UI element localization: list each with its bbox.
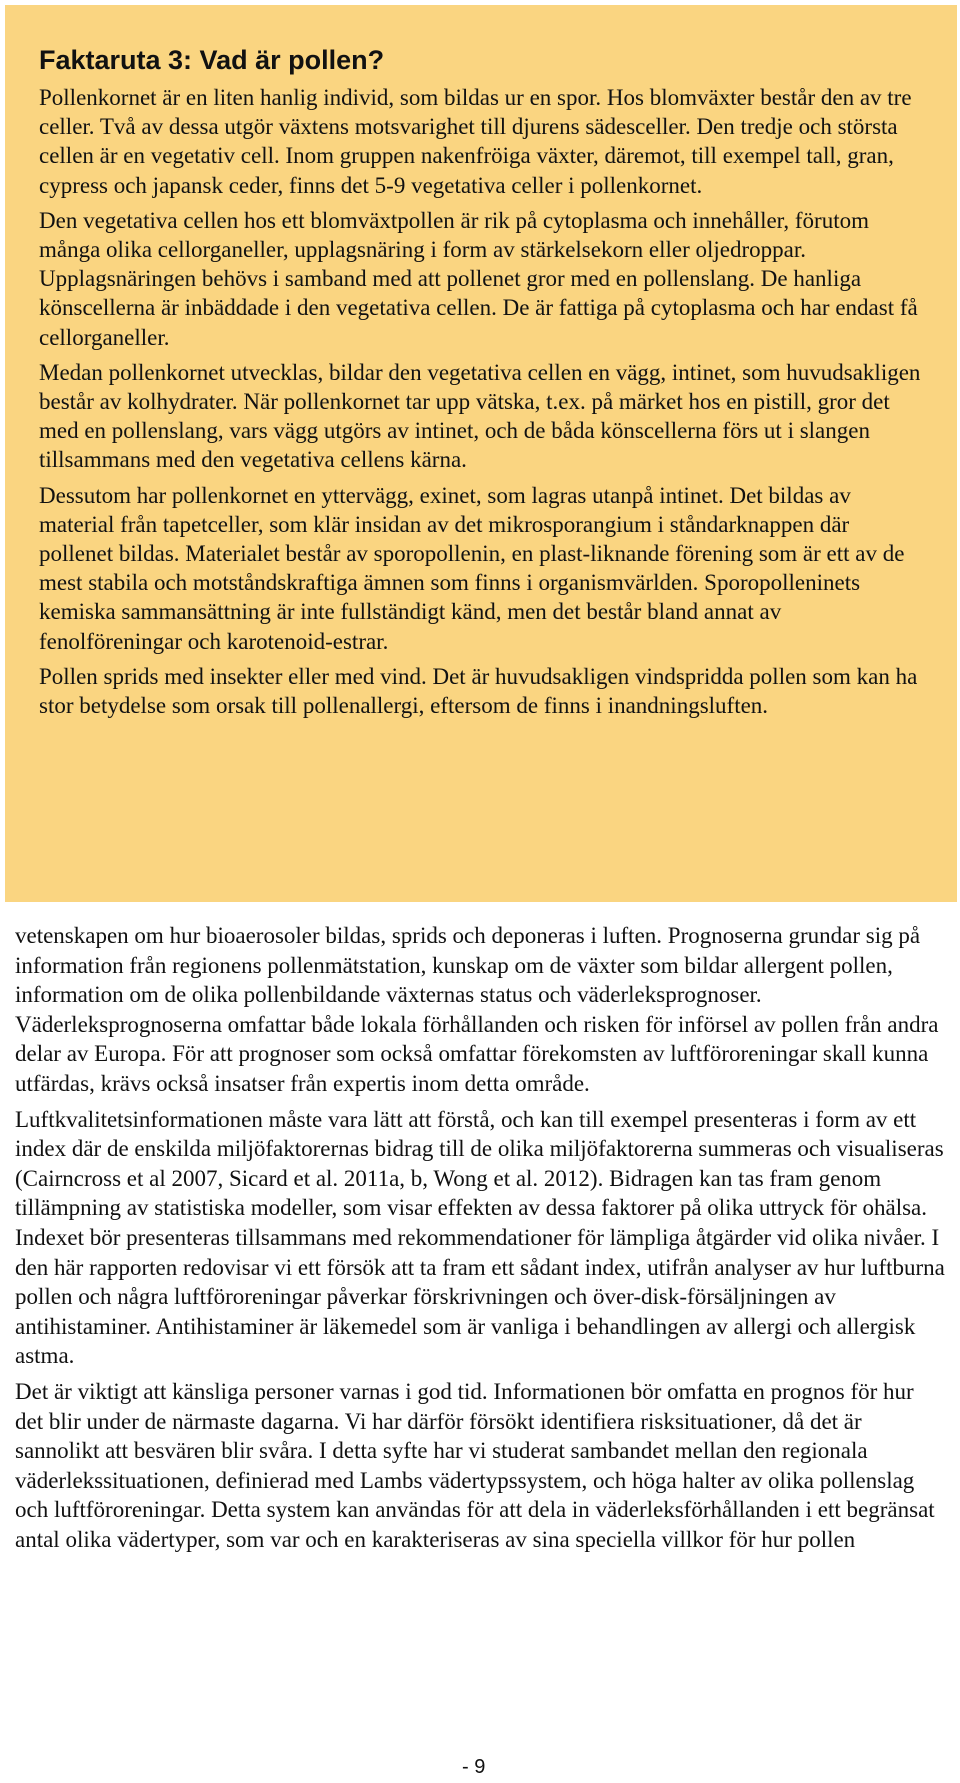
fact-box-paragraph: Den vegetativa cellen hos ett blomväxtpollen är rik på cytoplasma och innehåller, förutom många olika cellorganeller, upplagsnäring i form av stärkelsekorn eller oljedroppar. Upplagsnäringen behövs i samband med att pollenet gror med en pollenslang. De hanliga könscellerna är inbäddade i den vegetativa cellen. De är fattiga på cytoplasma och har endast få cellorganeller.	[39, 207, 918, 350]
body-paragraph: Det är viktigt att känsliga personer varnas i god tid. Informationen bör omfatta en prognos för hur det blir under de närmaste dagarna. Vi har därför försökt identifiera risksituationer, då det är sannolikt att besvären blir svåra. I detta syfte har vi studerat sambandet mellan den regionala väderlekssituationen, definierad med Lambs vädertypssystem, och höga halter av olika pollenslag och luftföroreningar. Detta system kan användas för att dela in väderleksförhållanden i ett begränsat antal olika vädertyper, som var och en karakteriseras av sina speciella villkor för hur pollen	[15, 1378, 935, 1552]
fact-box-paragraph: Pollenkornet är en liten hanlig individ, som bildas ur en spor. Hos blomväxter består den av tre celler. Två av dessa utgör växtens motsvarighet till djurens sädesceller. Den tredje och största cellen är en vegetativ cell. Inom gruppen nakenfröiga växter, däremot, till exempel tall, gran, cypress och japansk ceder, finns det 5-9 vegetativa celler i pollenkornet.	[39, 85, 912, 198]
body-text	[15, 921, 945, 1560]
fact-box-paragraph: Dessutom har pollenkornet en yttervägg, exinet, som lagras utanpå intinet. Det bildas av material från tapetceller, som klär insidan av det mikrosporangium i ståndarknappen där pollenet bildas. Materialet består av sporopollenin, en plast-liknande förening som är ett av de mest stabila och motståndskraftiga ämnen som finns i organismvärlden. Sporopolleninets kemiska sammansättning är inte fullständigt känd, men det består bland annat av fenolföreningar och karotenoid-estrar.	[39, 482, 905, 654]
page-number: - 9	[462, 1756, 486, 1778]
body-paragraph: vetenskapen om hur bioaerosoler bildas, sprids och deponeras i luften. Prognoserna grundar sig på information från regionens pollenmätstation, kunskap om de växter som bildar allergent pollen, information om de olika pollenbildande växternas status och väderleksprognoser. Väderleksprognoserna omfattar både lokala förhållanden och risken för införsel av pollen från andra delar av Europa. För att prognoser som också omfattar förekomsten av luftföroreningar skall kunna utfärdas, krävs också insatser från expertis inom detta område.	[15, 923, 939, 1096]
body-paragraph: Luftkvalitetsinformationen måste vara lätt att förstå, och kan till exempel presenteras i form av ett index där de enskilda miljöfaktorernas bidrag till de olika miljöfaktorerna summeras och visualiseras (Cairncross et al 2007, Sicard et al. 2011a, b, Wong et al. 2012). Bidragen kan tas fram genom tillämpning av statistiska modeller, som visar effekten av dessa faktorer på olika uttryck för ohälsa. Indexet bör presenteras tillsammans med rekommendationer för lämpliga åtgärder vid olika nivåer. I den här rapporten redovisar vi ett försök att ta fram ett sådant index, utifrån analyser av hur luftburna pollen och några luftföroreningar påverkar förskrivningen och över-disk-försäljningen av antihistaminer. Antihistaminer är läkemedel som är vanliga i behandlingen av allergi och allergisk astma.	[15, 1106, 945, 1369]
fact-box-title: Faktaruta 3: Vad är pollen?	[39, 45, 385, 75]
fact-box-paragraph: Pollen sprids med insekter eller med vind. Det är huvudsakligen vindspridda pollen som kan ha stor betydelse som orsak till pollenallergi, eftersom de finns i inandningsluften.	[39, 663, 918, 719]
fact-box-paragraph: Medan pollenkornet utvecklas, bildar den vegetativa cellen en vägg, intinet, som huvudsakligen består av kolhydrater. När pollenkornet tar upp vätska, t.ex. på märket hos en pistill, gror det med en pollenslang, vars vägg utgörs av intinet, och de båda könscellerna förs ut i slangen tillsammans med den vegetativa cellens kärna.	[39, 359, 921, 473]
fact-box	[5, 5, 957, 902]
